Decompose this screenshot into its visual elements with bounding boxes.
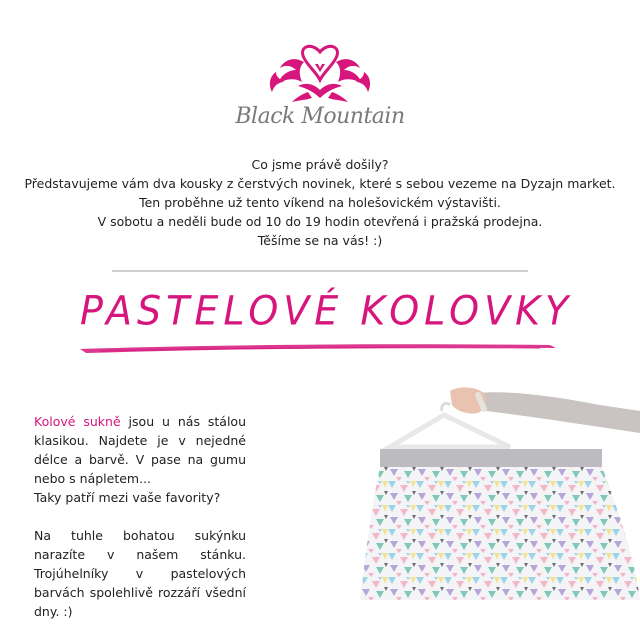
intro-line: Představujeme vám dva kousky z čerstvých novinek, které s sebou vezeme na Dyzajn market.: [24, 176, 616, 191]
intro-line: V sobotu a neděli bude od 10 do 19 hodin otevřená i pražská prodejna.: [97, 214, 543, 229]
product-photo[interactable]: [360, 385, 640, 600]
ornament-heart-icon: [268, 42, 372, 104]
headline-banner: [80, 285, 574, 365]
article-text-span: Taky patří mezi vaše favority?: [34, 490, 221, 505]
brand-name: Black Mountain: [235, 104, 405, 129]
divider: [112, 270, 528, 272]
intro-line: Ten proběhne už tento víkend na holešovickém výstavišti.: [139, 195, 501, 210]
intro-line: Těšíme se na vás! :): [257, 233, 383, 248]
skirts-link[interactable]: Kolové sukně: [34, 414, 121, 429]
intro-line: Co jsme právě došily?: [251, 157, 389, 172]
skirt-on-hanger-photo: [360, 385, 640, 600]
article-text: [34, 412, 246, 640]
article-paragraph: [34, 412, 246, 507]
article-text-span: jsou u nás stálou klasikou. Najdete je v nejedné délce a barvě. V pase na gumu nebo s nápletem...: [34, 414, 246, 486]
brand-logo[interactable]: [230, 42, 410, 142]
article-paragraph: Na tuhle bohatou sukýnku narazíte v našem stánku. Trojúhelníky v pastelových barvách spolehlivě rozzáří všední dny. :): [34, 528, 246, 619]
brush-underline-icon: [80, 285, 574, 365]
intro-text: [20, 155, 620, 250]
headline-title: PASTELOVÉ KOLOVKY: [80, 287, 574, 335]
